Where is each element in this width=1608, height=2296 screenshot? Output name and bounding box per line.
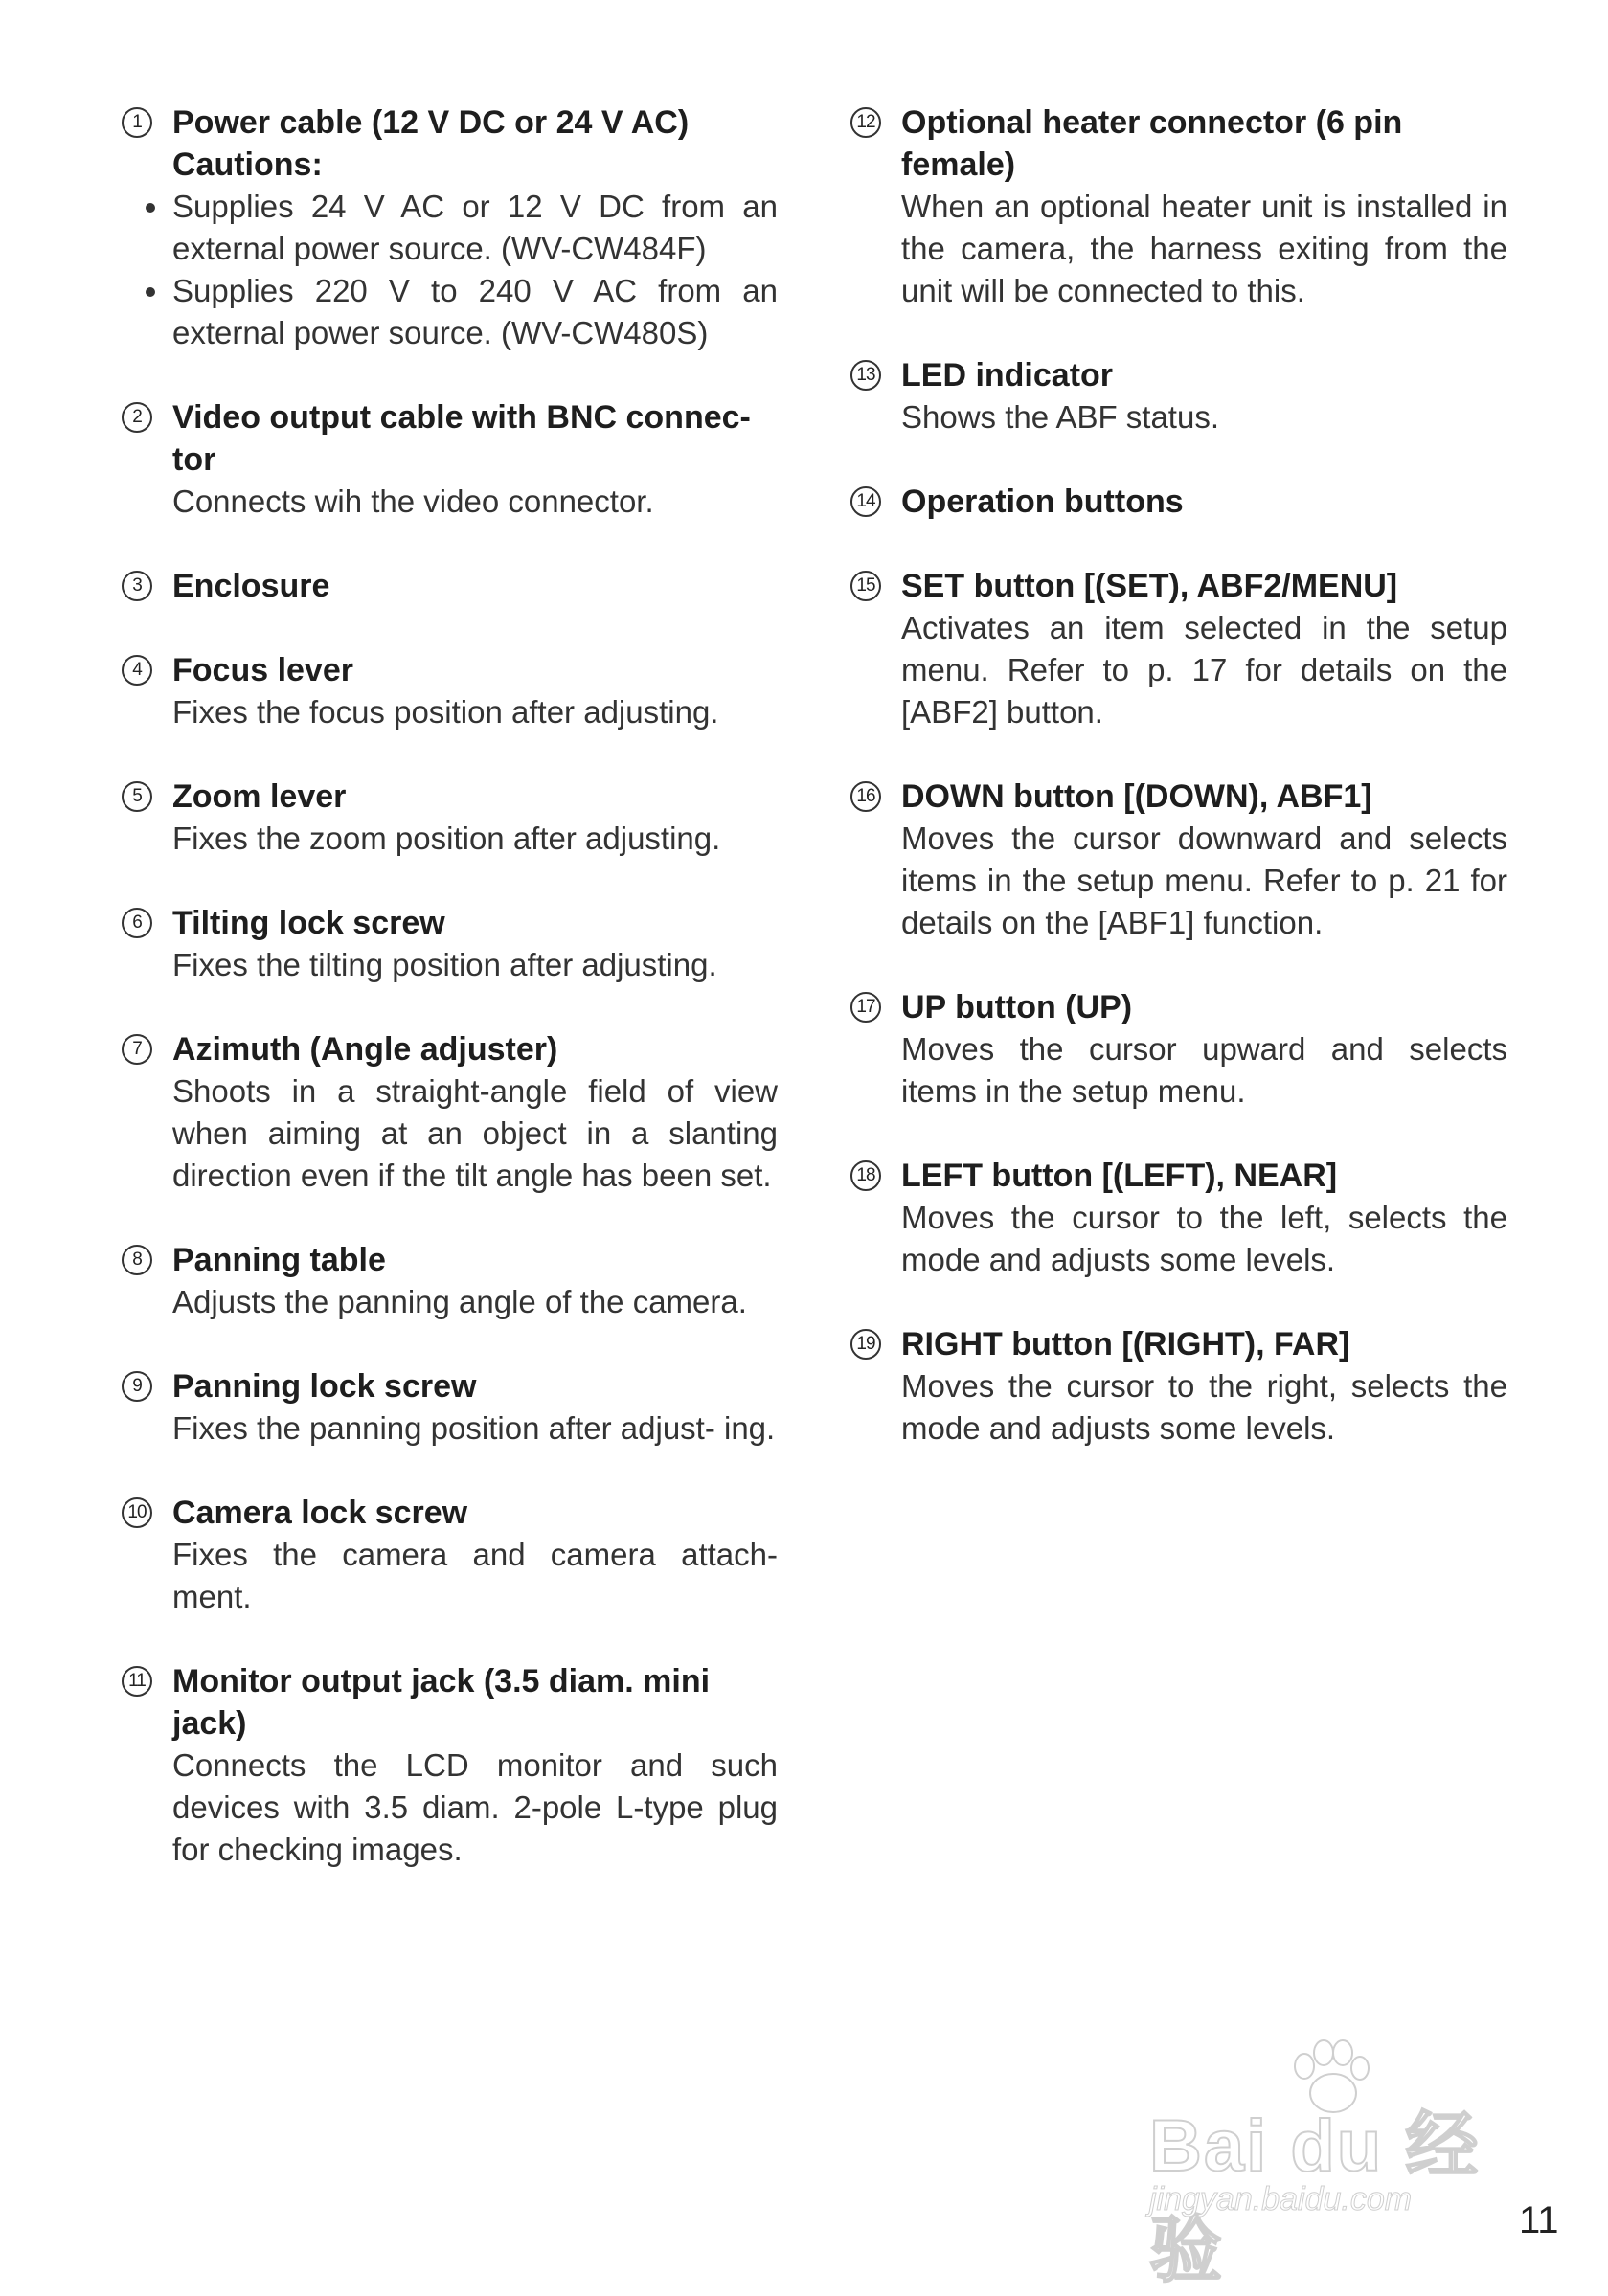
item-title: Camera lock screw — [172, 1495, 468, 1531]
item-subtitle: Cautions: — [172, 146, 323, 183]
list-item — [850, 776, 1507, 944]
item-number-badge: 11 — [122, 1666, 152, 1697]
item-number-badge: 15 — [850, 571, 881, 601]
item-number-badge: 19 — [850, 1329, 881, 1360]
list-item — [122, 1492, 778, 1618]
item-title: Video output cable with BNC connec- tor — [172, 399, 751, 478]
item-number-badge: 14 — [850, 486, 881, 517]
item-number-badge: 6 — [122, 908, 152, 938]
list-item — [850, 565, 1507, 733]
caution-bullet: Supplies 24 V AC or 12 V DC from an external power source. (WV-CW484F) — [141, 186, 778, 270]
item-title: Optional heater connector (6 pin female) — [901, 104, 1403, 183]
list-item — [122, 902, 778, 986]
item-number-badge: 1 — [122, 107, 152, 138]
item-description: Fixes the tilting position after adjusting. — [172, 947, 717, 982]
list-item — [122, 1660, 778, 1871]
watermark-logo: Bai du 经验 — [1149, 2105, 1481, 2291]
item-title: Power cable (12 V DC or 24 V AC) — [172, 104, 690, 141]
item-description: Moves the cursor upward and selects items in the setup menu. — [901, 1031, 1507, 1109]
item-number-badge: 5 — [122, 781, 152, 812]
item-description: Fixes the zoom position after adjusting. — [172, 821, 721, 856]
item-description: Moves the cursor to the right, selects the mode and adjusts some levels. — [901, 1368, 1507, 1446]
item-number-badge: 3 — [122, 571, 152, 601]
list-item — [850, 986, 1507, 1113]
item-title: UP button (UP) — [901, 989, 1133, 1025]
item-description: Fixes the panning position after adjust- ing. — [172, 1410, 776, 1446]
list-item — [850, 481, 1507, 523]
item-description: When an optional heater unit is installed in the camera, the harness exiting from the unit will be connected to this. — [901, 189, 1507, 308]
item-title: LED indicator — [901, 357, 1114, 394]
list-item — [122, 565, 778, 607]
list-item — [122, 101, 778, 354]
left-column — [122, 101, 778, 1913]
item-number-badge: 4 — [122, 655, 152, 686]
list-item — [850, 354, 1507, 439]
list-item — [850, 101, 1507, 312]
list-item — [850, 1155, 1507, 1281]
page-number: 11 — [1519, 2199, 1559, 2241]
item-description: Connects wih the video connector. — [172, 484, 654, 519]
item-number-badge: 12 — [850, 107, 881, 138]
item-number-badge: 17 — [850, 992, 881, 1023]
item-number-badge: 16 — [850, 781, 881, 812]
item-number-badge: 13 — [850, 360, 881, 391]
list-item — [122, 649, 778, 733]
item-number-badge: 2 — [122, 402, 152, 433]
right-column — [850, 101, 1507, 1492]
caution-bullet: Supplies 220 V to 240 V AC from an external power source. (WV-CW480S) — [141, 270, 778, 354]
item-title: Enclosure — [172, 568, 330, 604]
list-item — [850, 1323, 1507, 1450]
list-item — [122, 1028, 778, 1197]
item-title: Azimuth (Angle adjuster) — [172, 1031, 558, 1068]
item-title: Tilting lock screw — [172, 905, 445, 941]
item-title: Focus lever — [172, 652, 353, 688]
item-title: Panning table — [172, 1242, 386, 1278]
item-description: Moves the cursor to the left, selects the mode and adjusts some levels. — [901, 1200, 1507, 1277]
item-description: Activates an item selected in the setup menu. Refer to p. 17 for details on the [ABF2] button. — [901, 610, 1507, 730]
item-title: Monitor output jack (3.5 diam. mini jack) — [172, 1663, 711, 1742]
item-number-badge: 9 — [122, 1371, 152, 1402]
list-item — [122, 776, 778, 860]
list-item — [122, 1239, 778, 1323]
item-description: Moves the cursor downward and selects items in the setup menu. Refer to p. 21 for details on the [ABF1] function. — [901, 821, 1507, 940]
item-description: Shoots in a straight-angle field of view when aiming at an object in a slanting direction even if the tilt angle has been set. — [172, 1073, 778, 1193]
watermark-url: jingyan.baidu.com — [1149, 2181, 1413, 2217]
item-number-badge: 7 — [122, 1034, 152, 1065]
item-description: Adjusts the panning angle of the camera. — [172, 1284, 747, 1319]
item-number-badge: 8 — [122, 1245, 152, 1275]
item-title: RIGHT button [(RIGHT), FAR] — [901, 1326, 1350, 1362]
list-item — [122, 1365, 778, 1450]
item-description: Connects the LCD monitor and such devices with 3.5 diam. 2-pole L-type plug for checking images. — [172, 1747, 778, 1867]
item-number-badge: 10 — [122, 1497, 152, 1528]
item-title: Panning lock screw — [172, 1368, 477, 1405]
item-number-badge: 18 — [850, 1160, 881, 1191]
list-item — [122, 396, 778, 523]
item-title: DOWN button [(DOWN), ABF1] — [901, 778, 1372, 815]
item-description: Fixes the focus position after adjusting. — [172, 694, 719, 730]
item-title: SET button [(SET), ABF2/MENU] — [901, 568, 1398, 604]
caution-list — [141, 186, 778, 354]
baidu-watermark — [1140, 2039, 1523, 2291]
item-description: Fixes the camera and camera attach- ment. — [172, 1537, 778, 1614]
item-title: Zoom lever — [172, 778, 347, 815]
item-title: Operation buttons — [901, 484, 1184, 520]
item-description: Shows the ABF status. — [901, 399, 1219, 435]
item-title: LEFT button [(LEFT), NEAR] — [901, 1158, 1338, 1194]
